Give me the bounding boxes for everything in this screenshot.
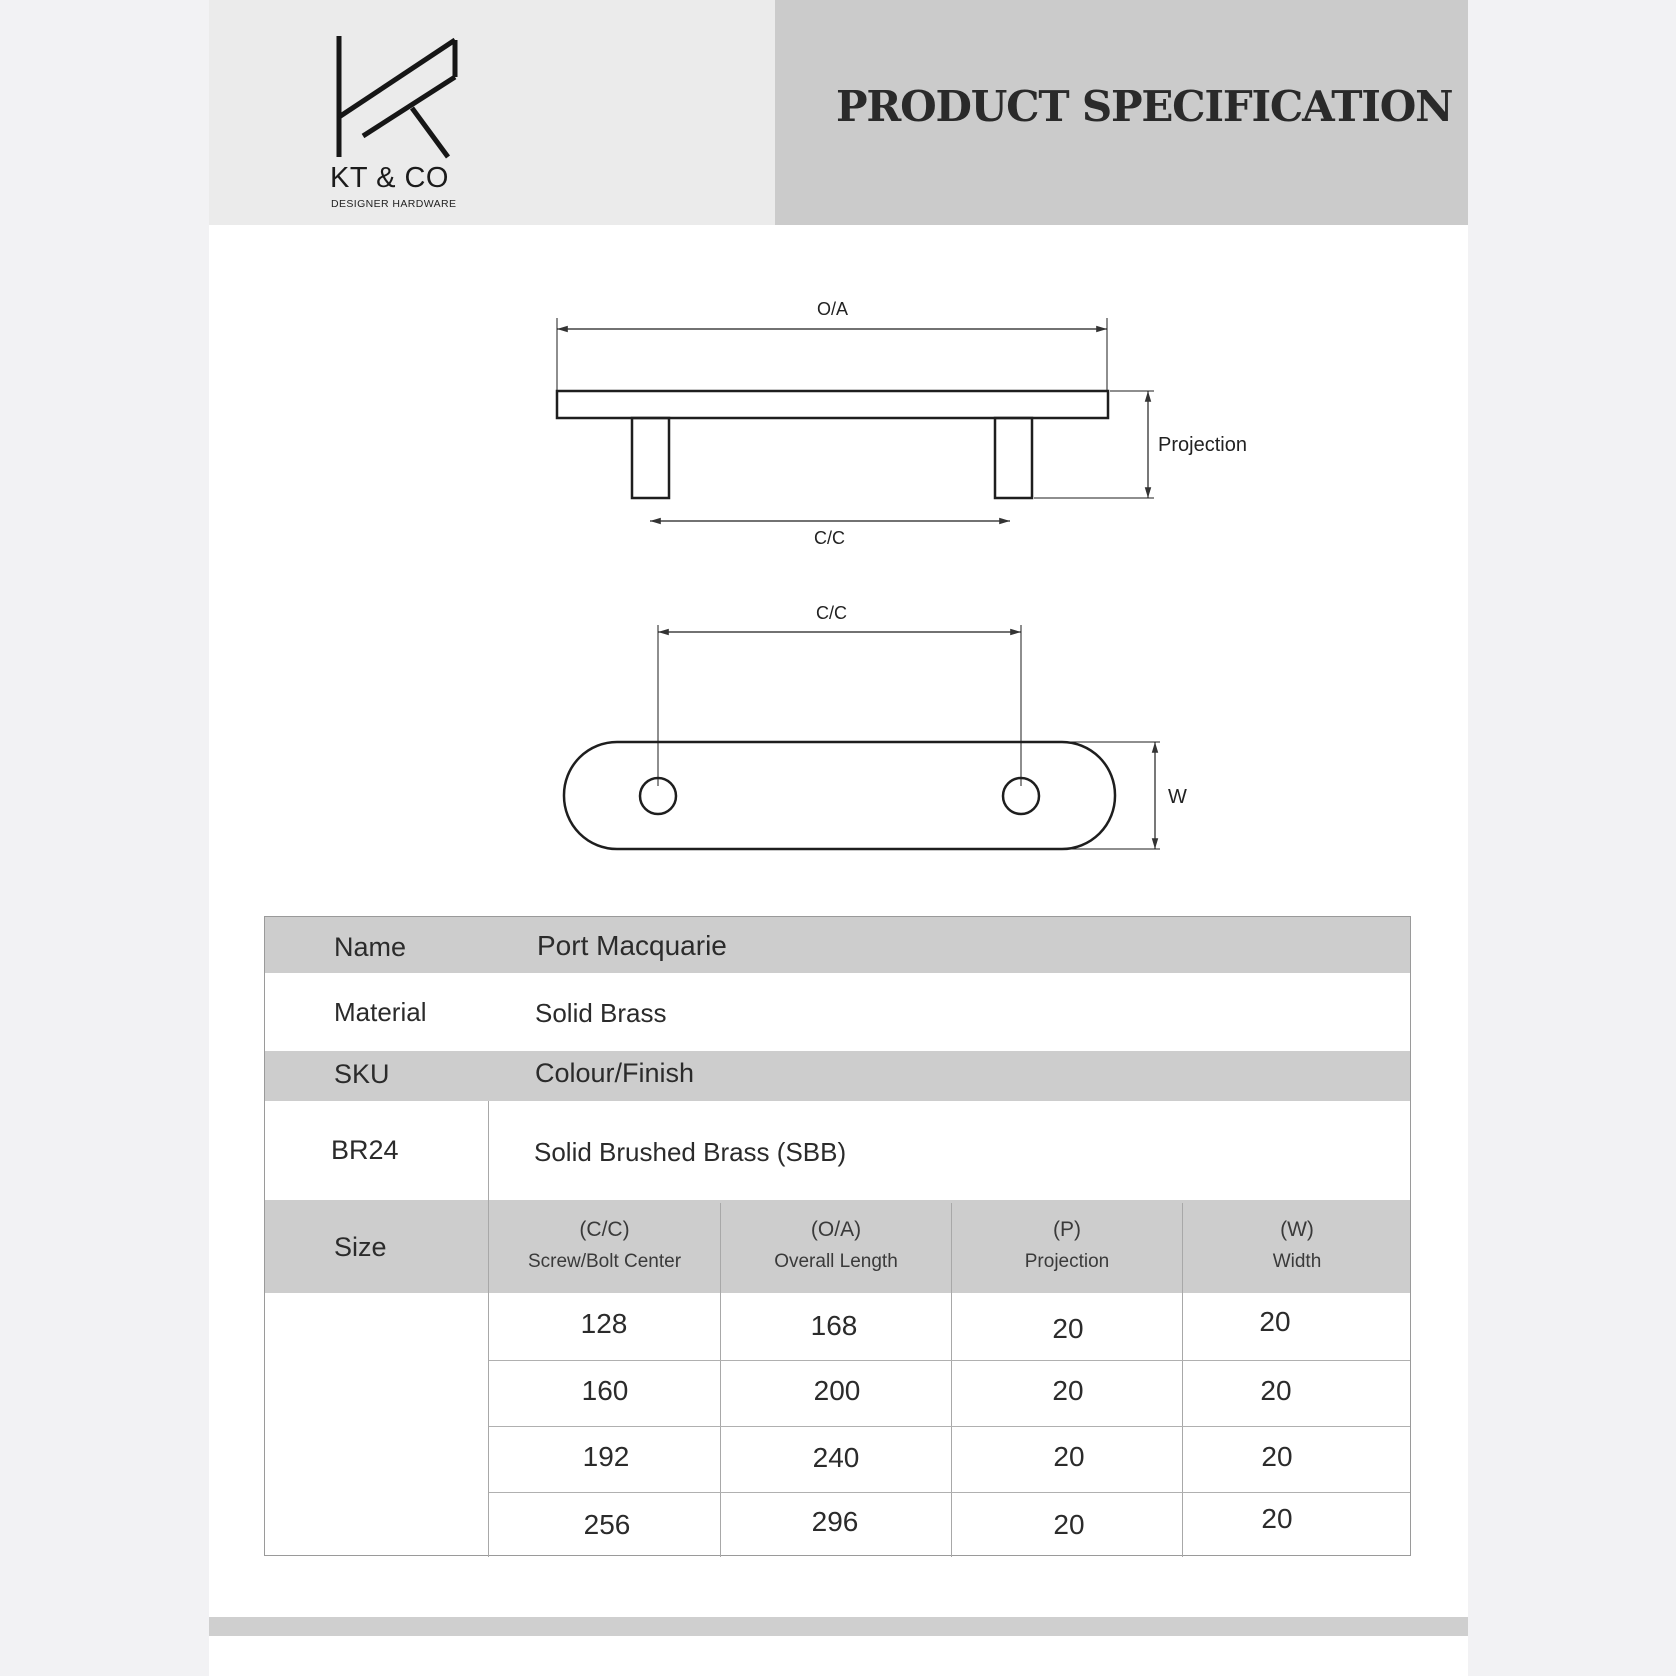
brand-tagline: DESIGNER HARDWARE <box>331 198 457 210</box>
name-label: Name <box>334 932 407 962</box>
center-to-center-label: C/C <box>814 528 845 548</box>
brand-name: KT & CO <box>330 162 449 194</box>
projection-value: 20 <box>1053 1441 1085 1472</box>
finish-label: Colour/Finish <box>535 1058 695 1088</box>
column-header-width <box>1183 1218 1411 1273</box>
sku-value: BR24 <box>331 1135 399 1165</box>
width-value: 20 <box>1260 1375 1292 1406</box>
cc-value: 128 <box>580 1308 628 1339</box>
column-title: Width <box>1272 1251 1322 1272</box>
footer-bar <box>209 1617 1468 1636</box>
cc-value: 160 <box>581 1375 629 1406</box>
column-abbr: (P) <box>1053 1218 1081 1241</box>
column-abbr: (W) <box>1280 1218 1314 1241</box>
spec-table <box>264 916 1411 1556</box>
row-divider <box>489 1492 1410 1493</box>
top-view <box>564 625 1160 849</box>
top-center-to-center-label: C/C <box>816 603 847 623</box>
column-title: Overall Length <box>774 1251 898 1272</box>
name-row-band <box>265 917 1410 973</box>
projection-value: 20 <box>1053 1509 1085 1540</box>
side-view <box>557 318 1154 521</box>
material-value: Solid Brass <box>535 998 667 1028</box>
column-title: Projection <box>1024 1251 1110 1272</box>
sku-column-divider <box>488 1101 489 1557</box>
oa-value: 296 <box>811 1506 859 1537</box>
column-header-oa <box>721 1218 951 1273</box>
projection-value: 20 <box>1052 1313 1084 1344</box>
column-header-projection <box>952 1218 1182 1273</box>
row-divider <box>489 1360 1410 1361</box>
width-value: 20 <box>1261 1441 1293 1472</box>
cc-value: 256 <box>583 1509 631 1540</box>
projection-value: 20 <box>1052 1375 1084 1406</box>
sku-header-band <box>265 1051 1410 1101</box>
column-abbr: (O/A) <box>810 1218 862 1241</box>
row-divider <box>489 1426 1410 1427</box>
material-label: Material <box>334 997 427 1027</box>
oa-value: 200 <box>813 1375 861 1406</box>
overall-length-label: O/A <box>817 299 849 319</box>
sku-label: SKU <box>334 1059 390 1089</box>
column-abbr: (C/C) <box>579 1218 630 1241</box>
document-title: PRODUCT SPECIFICATION <box>836 82 1453 131</box>
oa-value: 240 <box>812 1442 860 1473</box>
product-name: Port Macquarie <box>537 930 727 961</box>
cc-value: 192 <box>582 1441 630 1472</box>
width-value: 20 <box>1261 1503 1293 1534</box>
oa-value: 168 <box>810 1310 858 1341</box>
finish-value: Solid Brushed Brass (SBB) <box>534 1137 847 1167</box>
projection-label: Projection <box>1158 434 1247 456</box>
width-label: W <box>1168 786 1187 808</box>
column-title: Screw/Bolt Center <box>527 1251 682 1272</box>
column-header-cc <box>489 1218 720 1273</box>
width-value: 20 <box>1259 1306 1291 1337</box>
size-label: Size <box>334 1232 387 1262</box>
